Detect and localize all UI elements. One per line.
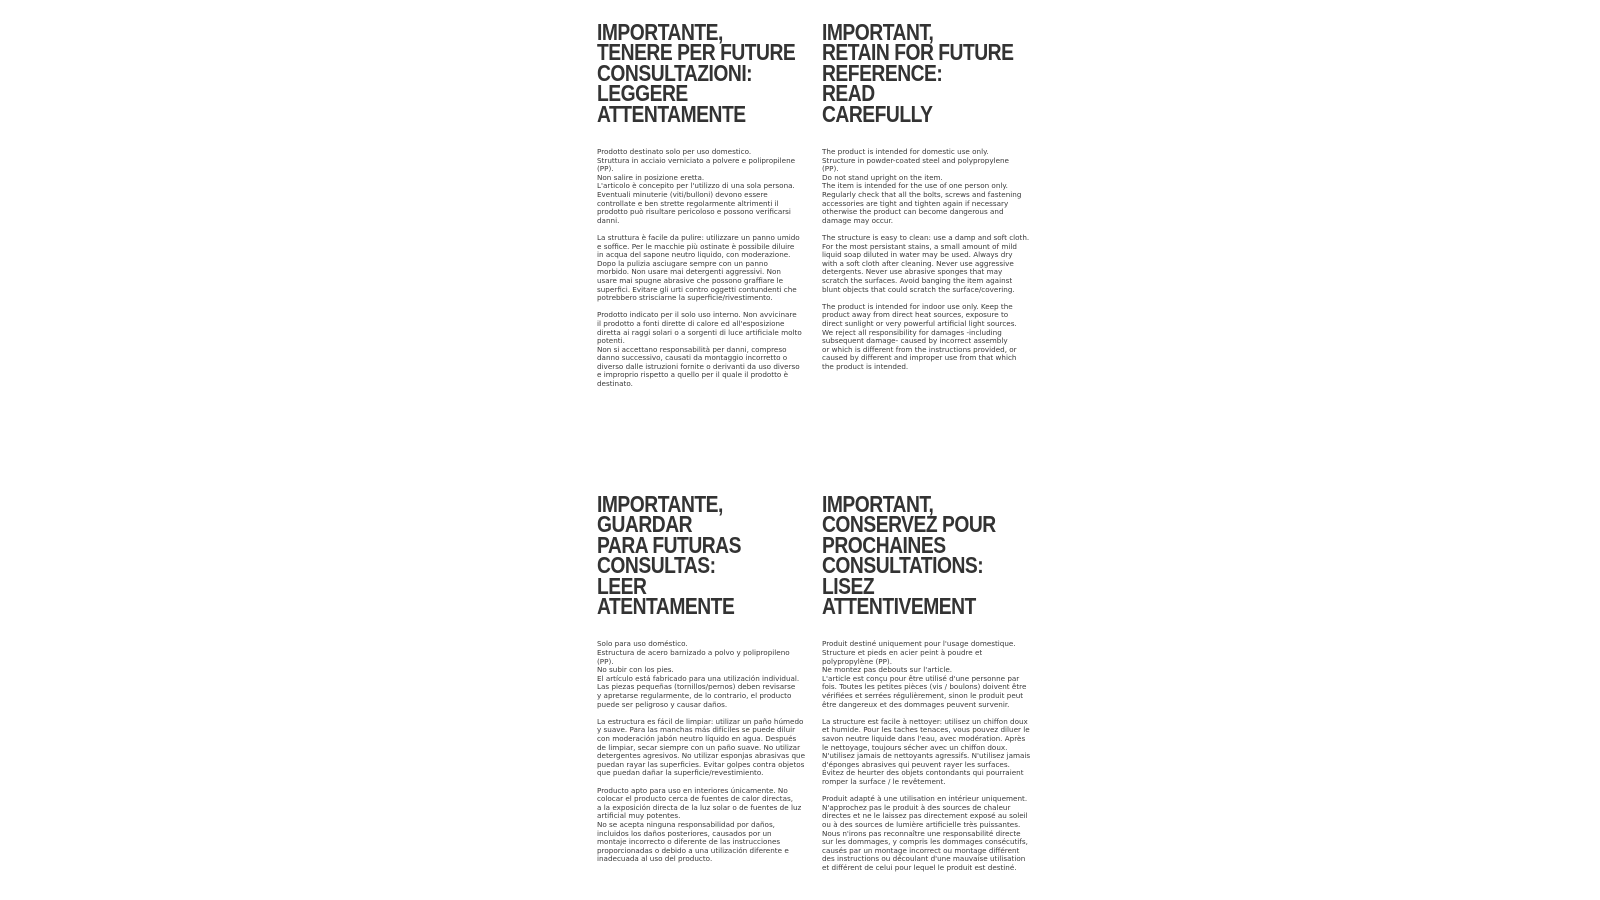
text-line: con moderación jabón neutro líquido en agua. Después <box>597 733 797 743</box>
text-line: causés par un montage incorrect ou montage différent <box>822 845 1020 855</box>
text-line: romper la surface / le revêtement. <box>822 776 946 786</box>
heading-line: CAREFULLY <box>822 100 933 127</box>
text-line: e improprio rispetto a quello per il quale il prodotto è <box>597 370 789 380</box>
text-line: (PP). <box>597 656 614 666</box>
heading-line: RETAIN FOR FUTURE <box>822 39 1014 66</box>
heading-line: CONSERVEZ POUR <box>822 511 996 538</box>
text-line: For the most persistant stains, a small amount of mild <box>822 241 1017 251</box>
text-line: directes et ne le laissez pas directement exposé au soleil <box>822 811 1028 821</box>
text-line: detergentes agresivos. No utilizar esponjas abrasivas que <box>597 751 806 761</box>
text-line: Prodotto indicato per il solo uso interno. Non avvicinare <box>597 310 797 320</box>
text-line: Struttura in acciaio verniciato a polvere e polipropilene <box>597 155 796 165</box>
paragraph-usage <box>597 639 800 709</box>
text-line: Producto apto para uso en interiores únicamente. No <box>597 785 788 795</box>
text-line: puede ser peligroso y causar daños. <box>597 699 728 709</box>
text-line: with a soft cloth after cleaning. Never use aggressive <box>822 258 1014 268</box>
text-line: in acqua del sapone neutro liquido, con moderazione. <box>597 250 791 260</box>
text-line: il prodotto a fonti dirette di calore ed all'esposizione <box>597 318 785 328</box>
text-line: Las piezas pequeñas (tornillos/pernos) deben revisarse <box>597 682 796 692</box>
text-line: destinato. <box>597 379 633 389</box>
text-line: Estructura de acero barnizado a polvo y polipropileno <box>597 648 790 658</box>
paragraph-indoor-use <box>597 785 802 864</box>
text-line: et humide. Pour les taches tenaces, vous pouvez diluer le <box>822 725 1030 735</box>
section-heading <box>822 491 1022 620</box>
text-line: montaje incorrecto o diferente de las instrucciones <box>597 837 781 847</box>
text-line: Eventuali minuterie (viti/bulloni) devono essere <box>597 190 768 199</box>
text-line: otherwise the product can become dangerous and <box>822 207 1004 217</box>
paragraph-cleaning <box>822 232 1030 294</box>
text-line: The item is intended for the use of one person only. <box>822 181 1008 191</box>
text-line: artificial muy potentes. <box>597 811 681 821</box>
text-line: que puedan dañar la superficie/revestimiento. <box>597 768 764 778</box>
text-line: danni. <box>597 215 620 225</box>
text-line: savon neutre liquide dans l'eau, avec modération. Après <box>822 733 1026 743</box>
text-line: potrebbero strisciarne la superficie/rivestimento. <box>597 293 773 303</box>
text-line: La struttura è facile da pulire: utilizzare un panno umido <box>597 232 800 242</box>
text-line: y suave. Para las manchas más difíciles se puede diluir <box>597 725 796 735</box>
text-line: Do not stand upright on the item. <box>822 172 943 182</box>
section-french <box>822 491 1031 881</box>
section-italian <box>597 19 802 397</box>
text-line: Produit destiné uniquement pour l'usage domestique. <box>822 639 1016 649</box>
text-line: Regularly check that all the bolts, screws and fastening <box>822 190 1022 199</box>
text-line: Solo para uso doméstico. <box>597 639 688 649</box>
text-line: The structure is easy to clean: use a damp and soft cloth. <box>822 232 1030 242</box>
heading-line: GUARDAR <box>597 511 693 538</box>
text-line: incluidos los daños posteriores, causados por un <box>597 828 772 838</box>
text-line: Non si accettano responsabilità per danni, compreso <box>597 344 787 354</box>
section-body <box>597 639 806 864</box>
text-line: ou à des sources de lumière artificielle très puissantes. <box>822 819 1021 829</box>
text-line: L'article est conçu pour être utilisé d'une personne par <box>822 673 1020 683</box>
text-line: danno successivo, causati da montaggio incorretto o <box>597 353 788 363</box>
text-line: fois. Toutes les petites pièces (vis / boulons) doivent être <box>822 682 1027 692</box>
heading-line: IMPORTANT, <box>822 491 934 517</box>
paragraph-usage <box>822 148 1022 225</box>
text-line: L'articolo è concepito per l'utilizzo di una sola persona. <box>597 181 795 191</box>
text-line: No se acepta ninguna responsabilidad por daños, <box>597 819 775 829</box>
paragraph-cleaning <box>597 716 806 778</box>
heading-line: ATENTAMENTE <box>597 593 735 620</box>
paragraph-usage <box>597 148 797 225</box>
text-line: No subir con los pies. <box>597 665 674 675</box>
text-line: direct sunlight or very powerful artificial light sources. <box>822 318 1017 328</box>
text-line: We reject all responsibility for damages -including <box>822 327 1002 337</box>
text-line: superfici. Evitare gli urti contro oggetti contundenti che <box>597 284 797 294</box>
text-line: Produit adapté à une utilisation en intérieur uniquement. <box>822 794 1028 804</box>
paragraph-cleaning <box>597 232 800 303</box>
text-line: être dangereux et des dommages peuvent survenir. <box>822 699 1010 709</box>
heading-line: ATTENTIVEMENT <box>822 593 976 620</box>
text-line: (PP). <box>597 164 614 174</box>
paragraph-indoor-use <box>822 794 1028 872</box>
heading-line: PARA FUTURAS <box>597 531 741 558</box>
text-line: Nous n'irons pas reconnaître une responsabilité directe <box>822 828 1021 838</box>
text-line: le nettoyage, toujours sécher avec un chiffon doux. <box>822 742 1008 752</box>
text-line: liquid soap diluted in water may be used. Always dry <box>822 250 1013 260</box>
text-line: blunt objects that could scratch the surface/covering. <box>822 284 1015 294</box>
text-line: d'éponges abrasives qui peuvent rayer les surfaces. <box>822 759 1010 769</box>
text-line: N'utilisez jamais de nettoyants agressifs. N'utilisez jamais <box>822 751 1031 761</box>
section-body <box>822 147 1030 371</box>
text-line: Prodotto destinato solo per uso domestico. <box>597 147 752 157</box>
section-heading <box>597 491 797 620</box>
text-line: e soffice. Per le macchie più ostinate è possibile diluire <box>597 241 795 251</box>
paragraph-indoor-use <box>822 303 1022 372</box>
heading-line: REFERENCE: <box>822 59 943 86</box>
heading-line: TENERE PER FUTURE <box>597 39 796 66</box>
heading-line: LISEZ <box>822 572 875 599</box>
heading-line: IMPORTANT, <box>822 19 934 45</box>
text-line: Ne montez pas debouts sur l'article. <box>822 665 953 675</box>
heading-line: CONSULTAS: <box>597 552 716 579</box>
text-line: Structure in powder-coated steel and polypropylene <box>822 155 1009 165</box>
heading-line: READ <box>822 80 875 107</box>
text-line: vérifiées et serrées régulièrement, sinon le produit peut <box>822 691 1024 700</box>
paragraph-usage <box>822 639 1027 709</box>
text-line: colocar el producto cerca de fuentes de calor directas, <box>597 794 794 804</box>
paragraph-cleaning <box>822 716 1031 787</box>
text-line: a la exposición directa de la luz solar o de fuentes de luz <box>597 802 802 812</box>
text-line: the product is intended. <box>822 361 909 371</box>
heading-line: IMPORTANTE, <box>597 19 723 45</box>
text-line: damage may occur. <box>822 215 894 225</box>
text-line: diverso dalle istruzioni fornite o derivanti da uso diverso <box>597 361 800 371</box>
text-line: accessories are tight and tighten again if necessary <box>822 198 1009 208</box>
section-spanish <box>597 491 806 872</box>
text-line: polypropylène (PP). <box>822 656 893 666</box>
text-line: inadecuada al uso del producto. <box>597 854 713 864</box>
text-line: caused by different and improper use from that which <box>822 353 1017 363</box>
text-line: sur les dommages, y compris les dommages consécutifs, <box>822 837 1028 847</box>
text-line: scratch the surfaces. Avoid banging the item against <box>822 275 1013 285</box>
text-line: prodotto può risultare pericoloso e possono verificarsi <box>597 207 791 217</box>
text-line: y apretarse regularmente, de lo contrario, el producto <box>597 691 792 700</box>
text-line: des instructions ou découlant d'une mauvaise utilisation <box>822 854 1026 864</box>
section-body <box>822 639 1031 872</box>
section-heading <box>822 19 1022 127</box>
text-line: Dopo la pulizia asciugare sempre con un panno <box>597 258 768 268</box>
text-line: morbido. Non usare mai detergenti aggressivi. Non <box>597 267 781 277</box>
text-line: detergents. Never use abrasive sponges that may <box>822 267 1003 277</box>
heading-line: ATTENTAMENTE <box>597 100 746 127</box>
text-line: controllate e ben strette regolarmente altrimenti il <box>597 198 779 208</box>
text-line: Non salire in posizione eretta. <box>597 172 705 182</box>
text-line: potenti. <box>597 336 625 346</box>
text-line: (PP). <box>822 164 839 174</box>
section-body <box>597 147 802 389</box>
text-line: La structure est facile à nettoyer: utilisez un chiffon doux <box>822 716 1028 726</box>
heading-line: PROCHAINES <box>822 531 946 558</box>
text-line: N'approchez pas le produit à des sources de chaleur <box>822 802 1011 812</box>
text-line: proporcionadas o debido a una utilización diferente e <box>597 845 789 855</box>
section-heading <box>597 19 797 127</box>
text-line: Structure et pieds en acier peint à poudre et <box>822 648 983 658</box>
section-english <box>822 19 1030 380</box>
heading-line: IMPORTANTE, <box>597 491 723 517</box>
text-line: et différent de celui pour lequel le produit est destiné. <box>822 862 1017 872</box>
text-line: diretta ai raggi solari o a sorgenti di luce artificiale molto <box>597 327 802 337</box>
text-line: Évitez de heurter des objets contondants qui pourraient <box>822 768 1024 778</box>
text-line: subsequent damage- caused by incorrect assembly <box>822 336 1008 346</box>
text-line: de limpiar, secar siempre con un paño suave. No utilizar <box>597 742 801 752</box>
text-line: The product is intended for domestic use only. <box>822 147 989 157</box>
heading-line: LEGGERE <box>597 80 688 107</box>
text-line: or which is different from the instructions provided, or <box>822 344 1017 354</box>
text-line: La estructura es fácil de limpiar: utilizar un paño húmedo <box>597 716 804 726</box>
heading-line: CONSULTAZIONI: <box>597 59 753 86</box>
text-line: The product is intended for indoor use only. Keep the <box>822 301 1013 311</box>
text-line: El artículo está fabricado para una utilización individual. <box>597 673 800 683</box>
heading-line: LEER <box>597 572 647 599</box>
paragraph-indoor-use <box>597 310 802 389</box>
heading-line: CONSULTATIONS: <box>822 552 984 579</box>
text-line: puedan rayar las superficies. Evitar golpes contra objetos <box>597 759 805 769</box>
text-line: usare mai spugne abrasive che possono graffiare le <box>597 275 784 285</box>
text-line: product away from direct heat sources, exposure to <box>822 310 1009 320</box>
